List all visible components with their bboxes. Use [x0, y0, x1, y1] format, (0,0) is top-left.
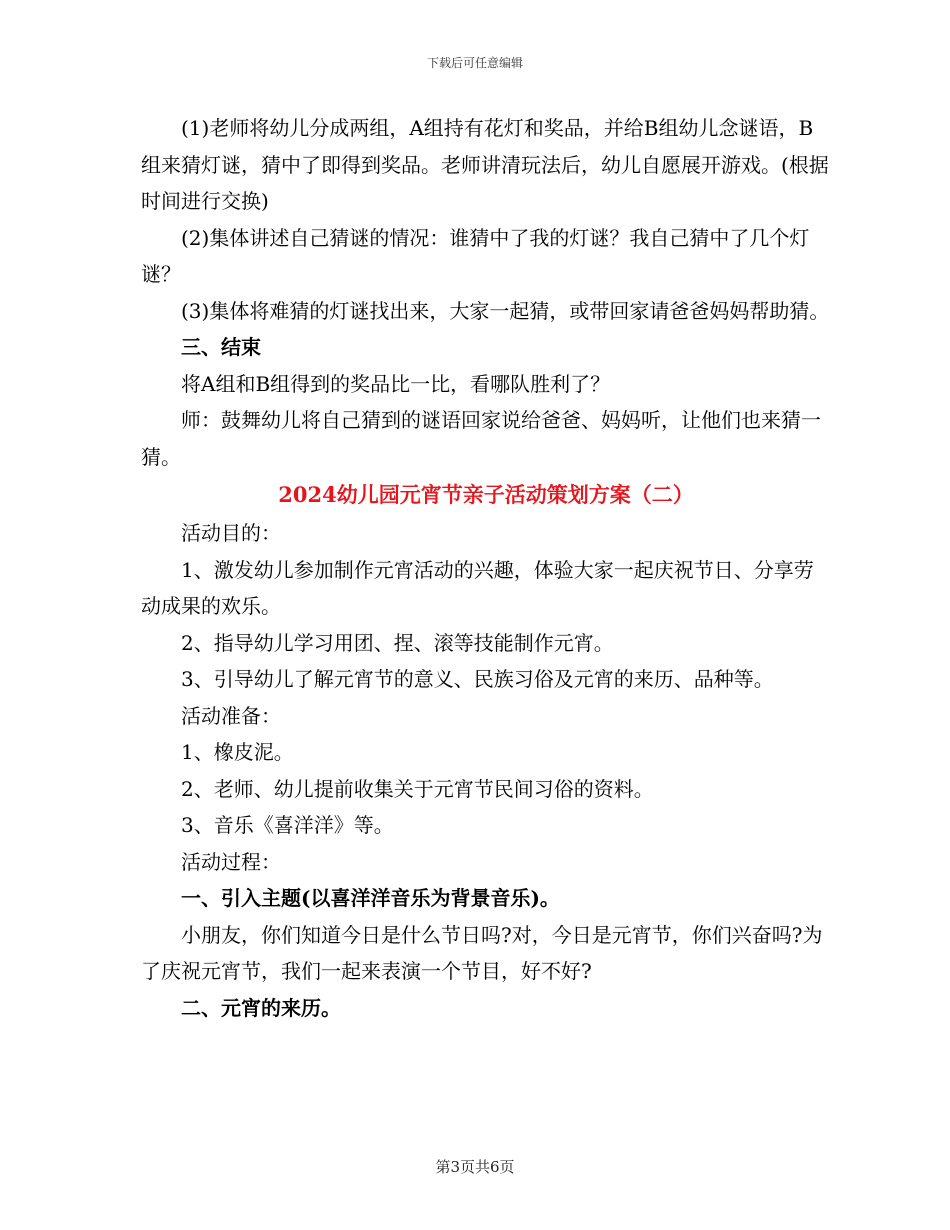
- paragraph: (3)集体将难猜的灯谜找出来，大家一起猜，或带回家请爸爸妈妈帮助猜。: [181, 298, 830, 323]
- document-body: [141, 110, 831, 1026]
- paragraph: 小朋友，你们知道今日是什么节日吗?对，今日是元宵节，你们兴奋吗?为了庆祝元宵节，我们一起来表演一个节目，好不好?: [141, 922, 823, 983]
- paragraph: 1、激发幼儿参加制作元宵活动的兴趣，体验大家一起庆祝节日、分享劳动成果的欢乐。: [141, 557, 814, 618]
- section-heading: 二、元宵的来历。: [181, 995, 341, 1020]
- paragraph: 师：鼓舞幼儿将自己猜到的谜语回家说给爸爸、妈妈听，让他们也来猜一猜。: [141, 408, 821, 469]
- paragraph: 1、橡皮泥。: [181, 740, 294, 764]
- paragraph: 活动过程：: [181, 849, 281, 874]
- paragraph: 活动目的：: [181, 521, 281, 545]
- paragraph: 2、老师、幼儿提前收集关于元宵节民间习俗的资料。: [181, 776, 654, 801]
- paragraph: 活动准备：: [181, 703, 281, 728]
- page-footer: 第3页共6页: [435, 1158, 515, 1176]
- section-heading: 三、结束: [181, 335, 261, 359]
- paragraph: (2)集体讲述自己猜谜的情况：谁猜中了我的灯谜？我自己猜中了几个灯谜？: [141, 225, 810, 286]
- paragraph: (1)老师将幼儿分成两组，A组持有花灯和奖品，并给B组幼儿念谜语，B组来猜灯谜，猜中了即得到奖品。老师讲清玩法后，幼儿自愿展开游戏。(根据时间进行交换): [141, 116, 829, 213]
- paragraph: 3、音乐《喜洋洋》等。: [181, 813, 394, 837]
- paragraph: 2、指导幼儿学习用团、捏、滚等技能制作元宵。: [181, 630, 614, 655]
- document-title: 2024幼儿园元宵节亲子活动策划方案（二）: [278, 482, 694, 507]
- paragraph: 将A组和B组得到的奖品比一比，看哪队胜利了？: [181, 371, 611, 396]
- paragraph: 3、引导幼儿了解元宵节的意义、民族习俗及元宵的来历、品种等。: [181, 667, 774, 691]
- section-heading: 一、引入主题(以喜洋洋音乐为背景音乐)。: [181, 886, 560, 910]
- header-note: 下载后可任意编辑: [426, 56, 523, 70]
